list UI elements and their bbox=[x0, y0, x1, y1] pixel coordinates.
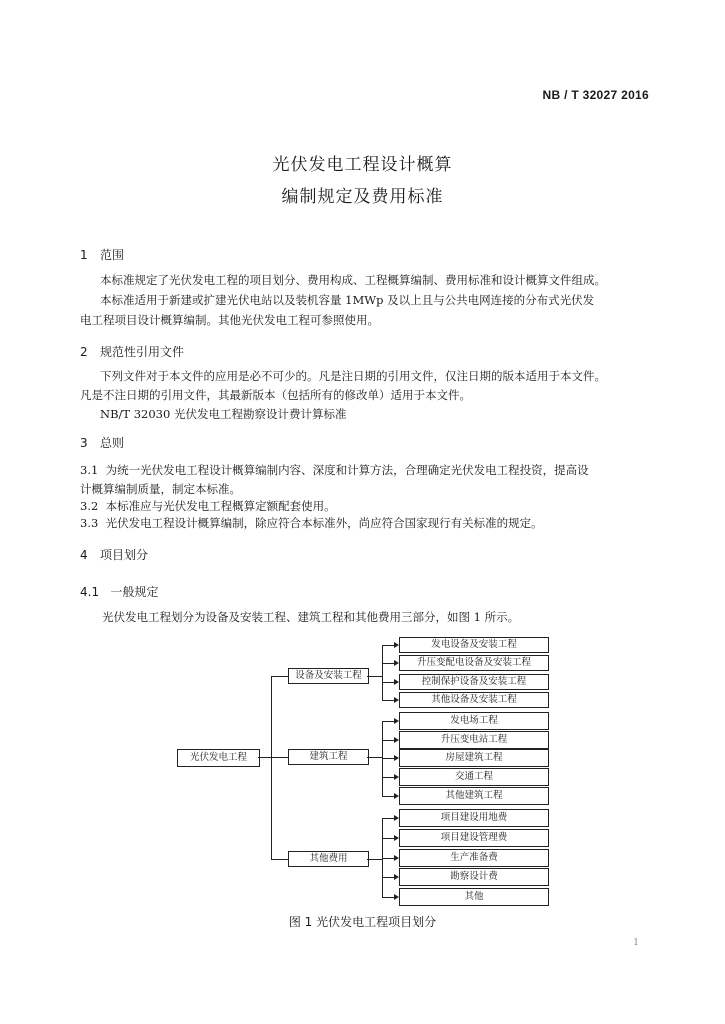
connector bbox=[382, 758, 394, 759]
connector bbox=[367, 859, 382, 860]
branch-box-other-costs: 其他费用 bbox=[288, 851, 369, 867]
connector bbox=[382, 721, 394, 722]
clause-3-3: 3.3 光伏发电工程设计概算编制，除应符合本标准外，尚应符合国家现行有关标准的规定。 bbox=[80, 516, 543, 530]
connector bbox=[367, 676, 382, 677]
connector bbox=[271, 757, 288, 758]
section-2-paragraph: 下列文件对于本文件的应用是必不可少的。凡是注日期的引用文件，仅注日期的版本适用于本文件。 bbox=[100, 369, 606, 383]
connector bbox=[382, 645, 394, 646]
connector bbox=[382, 858, 394, 859]
connector bbox=[382, 645, 383, 701]
item-box: 其他建筑工程 bbox=[399, 787, 549, 805]
item-box: 房屋建筑工程 bbox=[399, 749, 549, 767]
item-box: 交通工程 bbox=[399, 768, 549, 786]
diagram-root-box: 光伏发电工程 bbox=[177, 749, 260, 767]
section-3-heading: 3 总则 bbox=[80, 436, 125, 450]
item-box: 发电设备及安装工程 bbox=[399, 637, 549, 653]
normative-reference: NB/T 32030 光伏发电工程勘察设计费计算标准 bbox=[100, 407, 347, 421]
connector bbox=[382, 700, 394, 701]
item-box: 项目建设用地费 bbox=[399, 809, 549, 827]
item-box: 其他 bbox=[399, 888, 549, 906]
item-box: 勘察设计费 bbox=[399, 868, 549, 886]
connector bbox=[382, 877, 394, 878]
item-box: 生产准备费 bbox=[399, 849, 549, 867]
connector bbox=[382, 777, 394, 778]
document-title: 光伏发电工程设计概算 bbox=[272, 155, 453, 175]
item-box: 发电场工程 bbox=[399, 712, 549, 730]
connector bbox=[382, 663, 394, 664]
item-box: 其他设备及安装工程 bbox=[399, 692, 549, 708]
section-4-heading: 4 项目划分 bbox=[80, 548, 149, 562]
item-box: 项目建设管理费 bbox=[399, 829, 549, 847]
clause-3-1-cont: 计概算编制质量，制定本标准。 bbox=[80, 482, 241, 496]
connector bbox=[382, 897, 394, 898]
connector bbox=[271, 859, 288, 860]
section-1-paragraph-2-cont: 电工程项目设计概算编制。其他光伏发电工程可参照使用。 bbox=[80, 313, 379, 327]
section-2-paragraph-cont: 凡是不注日期的引用文件，其最新版本（包括所有的修改单）适用于本文件。 bbox=[80, 388, 471, 402]
document-subtitle: 编制规定及费用标准 bbox=[281, 187, 444, 207]
section-2-heading: 2 规范性引用文件 bbox=[80, 345, 185, 359]
standard-code: NB / T 32027 2016 bbox=[542, 88, 649, 102]
clause-3-1: 3.1 为统一光伏发电工程设计概算编制内容、深度和计算方法，合理确定光伏发电工程投资，提高设 bbox=[80, 463, 589, 477]
page-number: 1 bbox=[633, 938, 639, 948]
clause-3-2: 3.2 本标准应与光伏发电工程概算定额配套使用。 bbox=[80, 499, 336, 513]
item-box: 控制保护设备及安装工程 bbox=[399, 674, 549, 690]
item-box: 升压变电站工程 bbox=[399, 731, 549, 749]
connector bbox=[382, 818, 394, 819]
figure-caption: 图 1 光伏发电工程项目划分 bbox=[288, 915, 437, 929]
section-1-paragraph-1: 本标准规定了光伏发电工程的项目划分、费用构成、工程概算编制、费用标准和设计概算文件组成。 bbox=[100, 273, 606, 287]
branch-box-equipment: 设备及安装工程 bbox=[288, 668, 369, 684]
section-1-heading: 1 范围 bbox=[80, 248, 125, 262]
connector bbox=[382, 740, 394, 741]
connector bbox=[367, 757, 382, 758]
connector bbox=[382, 796, 394, 797]
connector bbox=[382, 682, 394, 683]
connector bbox=[258, 757, 272, 758]
connector bbox=[271, 676, 272, 860]
item-box: 升压变配电设备及安装工程 bbox=[399, 655, 549, 671]
section-4-1-paragraph: 光伏发电工程划分为设备及安装工程、建筑工程和其他费用三部分，如图 1 所示。 bbox=[102, 610, 520, 624]
section-4-1-heading: 4.1 一般规定 bbox=[80, 585, 159, 599]
section-1-paragraph-2: 本标准适用于新建或扩建光伏电站以及装机容量 1MWp 及以上且与公共电网连接的分布式光伏发 bbox=[100, 293, 595, 307]
branch-box-construction: 建筑工程 bbox=[288, 749, 369, 765]
connector bbox=[271, 676, 288, 677]
connector bbox=[382, 838, 394, 839]
